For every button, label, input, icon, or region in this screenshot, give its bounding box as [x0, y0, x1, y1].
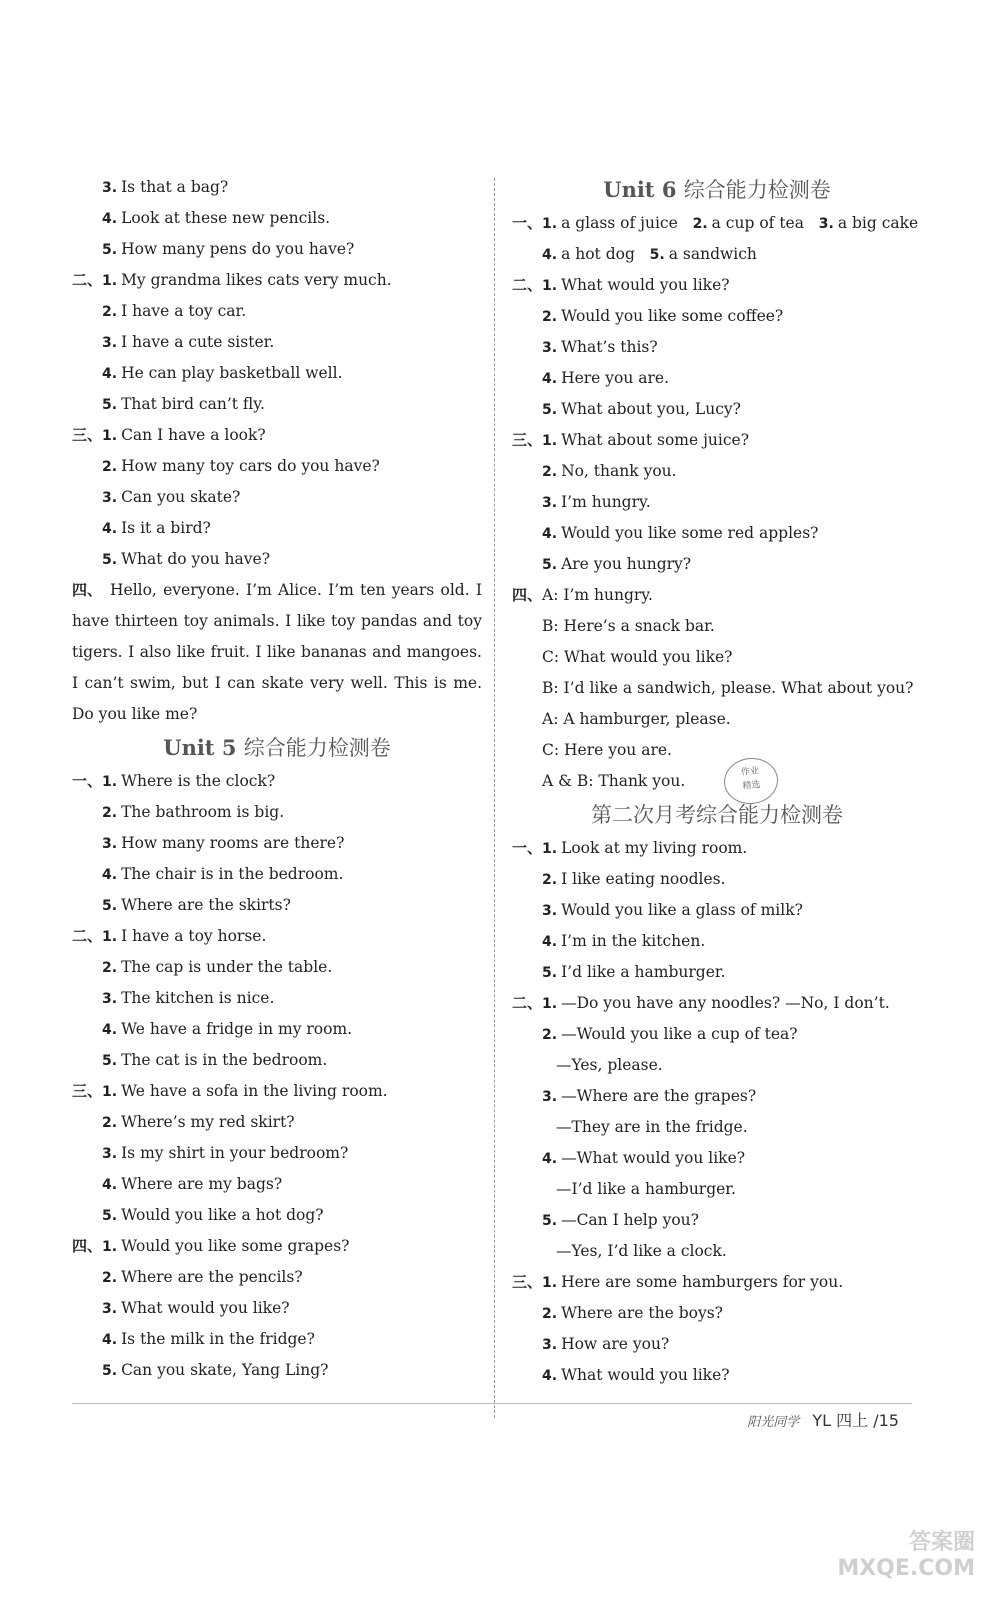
answer-text: What would you like?: [121, 1299, 290, 1317]
footer-rule: [72, 1403, 912, 1404]
page-number: YL 四上 /15: [812, 1411, 899, 1430]
answer-text: Where are my bags?: [121, 1175, 283, 1193]
section-number: 二、: [512, 276, 543, 294]
page-footer: [747, 1408, 899, 1431]
answer-line: [512, 1143, 922, 1174]
answer-line: [72, 952, 482, 983]
answer-text: I’m in the kitchen.: [561, 932, 706, 950]
answer-line: [72, 797, 482, 828]
answer-text: Look at my living room.: [561, 839, 748, 857]
answer-line: [72, 828, 482, 859]
answer-text: I have a toy horse.: [121, 927, 267, 945]
answer-text: a glass of juice: [561, 214, 693, 232]
item-number: 2.: [542, 464, 558, 480]
item-number: 1.: [102, 929, 118, 945]
answer-text: Are you hungry?: [561, 555, 692, 573]
answer-line: [72, 1293, 482, 1324]
answer-line: [72, 983, 482, 1014]
item-number: 1.: [542, 996, 558, 1012]
answer-text: I’m hungry.: [561, 493, 651, 511]
item-number: 2.: [542, 1306, 558, 1322]
answer-line: [512, 1112, 922, 1143]
section-number: 二、: [72, 271, 103, 289]
item-number: 1.: [102, 273, 118, 289]
watermark-line1: 答案圈: [908, 1530, 975, 1555]
item-number: 3.: [102, 836, 118, 852]
answer-text: The cat is in the bedroom.: [121, 1051, 328, 1069]
item-number: 4.: [542, 371, 558, 387]
answer-line: [72, 389, 482, 420]
answer-line: [512, 1267, 922, 1298]
item-number: 1.: [102, 774, 118, 790]
answer-line: [512, 864, 922, 895]
answer-text: A: A hamburger, please.: [542, 710, 731, 728]
item-number: 4.: [102, 211, 118, 227]
answer-text: Can you skate?: [121, 488, 241, 506]
item-number: 2.: [102, 960, 118, 976]
answer-text: We have a fridge in my room.: [121, 1020, 353, 1038]
answer-text: Look at these new pencils.: [121, 209, 331, 227]
answer-line: [72, 296, 482, 327]
answer-text: Would you like a glass of milk?: [561, 901, 803, 919]
item-number: 5.: [102, 242, 118, 258]
item-number: 2.: [102, 304, 118, 320]
answer-text: a big cake: [837, 214, 919, 232]
answer-text: —What would you like?: [561, 1149, 746, 1167]
answer-line: [512, 1205, 922, 1236]
item-number: 3.: [102, 991, 118, 1007]
answer-line: [72, 1200, 482, 1231]
answer-text: What would you like?: [561, 1366, 730, 1384]
watermark-line2: MXQE.COM: [837, 1556, 975, 1581]
answer-text: The cap is under the table.: [121, 958, 333, 976]
answer-line: [512, 766, 922, 797]
item-number: 5.: [102, 397, 118, 413]
item-number: 1.: [102, 1084, 118, 1100]
item-number: 2.: [102, 459, 118, 475]
answer-text: —Can I help you?: [561, 1211, 699, 1229]
item-number: 5.: [542, 402, 558, 418]
answer-line: [72, 1231, 482, 1262]
answer-line: [512, 301, 922, 332]
answer-text: Where are the pencils?: [121, 1268, 303, 1286]
answer-text: My grandma likes cats very much.: [121, 271, 392, 289]
answer-line: [72, 1014, 482, 1045]
section-heading-title: 第二次月考综合能力检测卷: [591, 803, 843, 827]
answer-text: a cup of tea: [711, 214, 819, 232]
answer-text: Would you like some grapes?: [121, 1237, 350, 1255]
item-number: 5.: [102, 552, 118, 568]
answer-line: [512, 1081, 922, 1112]
answer-line: [512, 988, 922, 1019]
answer-text: No, thank you.: [561, 462, 677, 480]
section-number: 三、: [512, 1273, 543, 1291]
answer-text: Can I have a look?: [121, 426, 266, 444]
answer-text: —Do you have any noodles? —No, I don’t.: [561, 994, 890, 1012]
section-heading: [512, 797, 922, 833]
answer-text: B: I’d like a sandwich, please. What about you?: [542, 679, 914, 697]
section-number: 一、: [72, 772, 103, 790]
answer-line: [72, 1138, 482, 1169]
answer-line: [512, 456, 922, 487]
answer-text: He can play basketball well.: [121, 364, 343, 382]
answer-text: The kitchen is nice.: [121, 989, 275, 1007]
answer-line: [512, 518, 922, 549]
item-number: 5.: [542, 557, 558, 573]
answer-text: Would you like a hot dog?: [121, 1206, 324, 1224]
answer-line: [512, 673, 922, 704]
answer-text: a hot dog: [561, 245, 650, 263]
answer-line: [72, 1169, 482, 1200]
item-number: 4.: [102, 521, 118, 537]
answer-text: I have a cute sister.: [121, 333, 275, 351]
item-number: 5.: [542, 1213, 558, 1229]
section-heading-title: 综合能力检测卷: [683, 178, 831, 202]
item-number: 1.: [542, 1275, 558, 1291]
answer-text: We have a sofa in the living room.: [121, 1082, 388, 1100]
answer-line: [512, 425, 922, 456]
answer-text: What’s this?: [561, 338, 658, 356]
answer-text: —Would you like a cup of tea?: [561, 1025, 798, 1043]
answer-text: How are you?: [561, 1335, 670, 1353]
right-column: [512, 172, 922, 1391]
paragraph-text: Hello, everyone. I’m Alice. I’m ten years old. I have thirteen toy animals. I like toy pandas and toy tigers. I also like fruit. I like bananas and mangoes. I can’t swim, but I can skate very well. This is me. Do you like me?: [72, 581, 482, 723]
section-number: 一、: [512, 839, 543, 857]
answer-text: Where’s my red skirt?: [121, 1113, 295, 1131]
answer-line: [512, 1298, 922, 1329]
answer-line: [72, 203, 482, 234]
answer-text: What about you, Lucy?: [561, 400, 741, 418]
answer-line: [72, 1045, 482, 1076]
answer-line: [512, 895, 922, 926]
item-number: 5.: [542, 965, 558, 981]
item-number: 3.: [542, 1337, 558, 1353]
answer-text: —Yes, please.: [556, 1056, 663, 1074]
answer-line: [512, 580, 922, 611]
section-heading: [72, 730, 482, 766]
item-number: 2.: [692, 216, 708, 232]
answer-line: [512, 642, 922, 673]
answer-text: Is my shirt in your bedroom?: [121, 1144, 349, 1162]
answer-text: Where are the boys?: [561, 1304, 723, 1322]
item-number: 1.: [542, 841, 558, 857]
section-number: 三、: [512, 431, 543, 449]
answer-line: [72, 234, 482, 265]
item-number: 3.: [102, 1146, 118, 1162]
answer-text: The chair is in the bedroom.: [121, 865, 344, 883]
item-number: 4.: [102, 366, 118, 382]
section-number: 四、: [512, 586, 543, 604]
stamp-top-text: 作业: [740, 766, 760, 778]
answer-text: That bird can’t fly.: [121, 395, 265, 413]
item-number: 5.: [102, 1053, 118, 1069]
answer-text: What would you like?: [561, 276, 730, 294]
answer-text: I like eating noodles.: [561, 870, 726, 888]
answer-text: Would you like some coffee?: [561, 307, 784, 325]
answer-text: —They are in the fridge.: [556, 1118, 748, 1136]
answer-text: —I’d like a hamburger.: [556, 1180, 736, 1198]
watermark: [837, 1530, 975, 1582]
answer-text: Is that a bag?: [121, 178, 229, 196]
left-column: [72, 172, 482, 1386]
answer-line: [512, 487, 922, 518]
answer-text: What about some juice?: [561, 431, 749, 449]
item-number: 3.: [542, 903, 558, 919]
answer-line: [512, 549, 922, 580]
answer-text: I’d like a hamburger.: [561, 963, 726, 981]
answer-text: What do you have?: [121, 550, 271, 568]
answer-line: [512, 1360, 922, 1391]
answer-line: [512, 704, 922, 735]
answer-line: [72, 327, 482, 358]
item-number: 2.: [542, 872, 558, 888]
section-heading-unit: Unit 6: [603, 177, 684, 202]
answer-line: [72, 420, 482, 451]
answer-line: [512, 208, 922, 239]
section-number: 四、: [72, 581, 103, 599]
answer-line: [512, 1019, 922, 1050]
answer-text: How many rooms are there?: [121, 834, 345, 852]
answer-line: [72, 265, 482, 296]
item-number: 1.: [102, 1239, 118, 1255]
item-number: 3.: [542, 1089, 558, 1105]
item-number: 4.: [542, 1151, 558, 1167]
section-number: 三、: [72, 426, 103, 444]
answer-text: Where is the clock?: [121, 772, 276, 790]
answer-line: [72, 1324, 482, 1355]
section-heading-unit: Unit 5: [163, 735, 244, 760]
answer-text: Where are the skirts?: [121, 896, 291, 914]
item-number: 5.: [102, 1208, 118, 1224]
answer-line: [72, 451, 482, 482]
section-heading-title: 综合能力检测卷: [243, 736, 391, 760]
answer-line: [512, 270, 922, 301]
item-number: 4.: [102, 867, 118, 883]
answer-line: [72, 1262, 482, 1293]
answer-line: [512, 394, 922, 425]
item-number: 5.: [649, 247, 665, 263]
answer-line: [72, 1107, 482, 1138]
item-number: 3.: [542, 340, 558, 356]
item-number: 2.: [542, 1027, 558, 1043]
answer-text: The bathroom is big.: [121, 803, 285, 821]
answer-text: C: Here you are.: [542, 741, 672, 759]
answer-text: Can you skate, Yang Ling?: [121, 1361, 329, 1379]
answer-text: B: Here’s a snack bar.: [542, 617, 715, 635]
section-heading: [512, 172, 922, 208]
item-number: 1.: [542, 278, 558, 294]
answer-line: [72, 172, 482, 203]
answer-line: [72, 513, 482, 544]
answer-text: A & B: Thank you.: [542, 772, 686, 790]
item-number: 3.: [102, 490, 118, 506]
answer-text: Here you are.: [561, 369, 670, 387]
answer-line: [512, 611, 922, 642]
item-number: 4.: [542, 526, 558, 542]
answer-line: [512, 1174, 922, 1205]
answer-text: —Yes, I’d like a clock.: [556, 1242, 727, 1260]
item-number: 4.: [102, 1332, 118, 1348]
item-number: 1.: [102, 428, 118, 444]
item-number: 4.: [542, 934, 558, 950]
answer-line: [512, 833, 922, 864]
section-number: 二、: [512, 994, 543, 1012]
answer-text: C: What would you like?: [542, 648, 733, 666]
answer-line: [72, 766, 482, 797]
answer-text: —Where are the grapes?: [561, 1087, 757, 1105]
answer-line: [512, 957, 922, 988]
answer-text: A: I’m hungry.: [542, 586, 653, 604]
item-number: 4.: [102, 1177, 118, 1193]
column-divider: [494, 178, 495, 1418]
item-number: 1.: [542, 433, 558, 449]
answer-line: [72, 1076, 482, 1107]
brand-logo: 阳光同学: [747, 1415, 800, 1430]
answer-text: Is the milk in the fridge?: [121, 1330, 315, 1348]
answer-line: [72, 921, 482, 952]
stamp-bottom-text: 精选: [742, 780, 761, 792]
item-number: 1.: [542, 216, 558, 232]
item-number: 3.: [542, 495, 558, 511]
answer-line: [512, 1329, 922, 1360]
item-number: 3.: [102, 180, 118, 196]
answer-line: [72, 544, 482, 575]
answer-line: [72, 890, 482, 921]
answer-line: [72, 1355, 482, 1386]
answer-text: Would you like some red apples?: [561, 524, 819, 542]
section-number: 二、: [72, 927, 103, 945]
item-number: 2.: [102, 1270, 118, 1286]
item-number: 2.: [102, 805, 118, 821]
answer-line: [512, 332, 922, 363]
item-number: 3.: [818, 216, 834, 232]
answer-text: Is it a bird?: [121, 519, 211, 537]
answer-line: [512, 239, 922, 270]
item-number: 2.: [542, 309, 558, 325]
section-number: 三、: [72, 1082, 103, 1100]
answer-line: [512, 1050, 922, 1081]
answer-text: How many toy cars do you have?: [121, 457, 380, 475]
section-number: 一、: [512, 214, 543, 232]
item-number: 5.: [102, 1363, 118, 1379]
answer-line: [512, 363, 922, 394]
answer-line: [512, 735, 922, 766]
answer-line: [512, 1236, 922, 1267]
answer-line: [72, 859, 482, 890]
answer-paragraph: [72, 575, 482, 730]
section-number: 四、: [72, 1237, 103, 1255]
answer-line: [72, 358, 482, 389]
item-number: 4.: [542, 1368, 558, 1384]
answer-text: How many pens do you have?: [121, 240, 355, 258]
item-number: 5.: [102, 898, 118, 914]
answer-text: a sandwich: [668, 245, 757, 263]
answer-text: I have a toy car.: [121, 302, 247, 320]
answer-line: [512, 926, 922, 957]
answer-text: Here are some hamburgers for you.: [561, 1273, 844, 1291]
item-number: 4.: [542, 247, 558, 263]
answer-line: [72, 482, 482, 513]
item-number: 4.: [102, 1022, 118, 1038]
item-number: 3.: [102, 1301, 118, 1317]
item-number: 2.: [102, 1115, 118, 1131]
item-number: 3.: [102, 335, 118, 351]
